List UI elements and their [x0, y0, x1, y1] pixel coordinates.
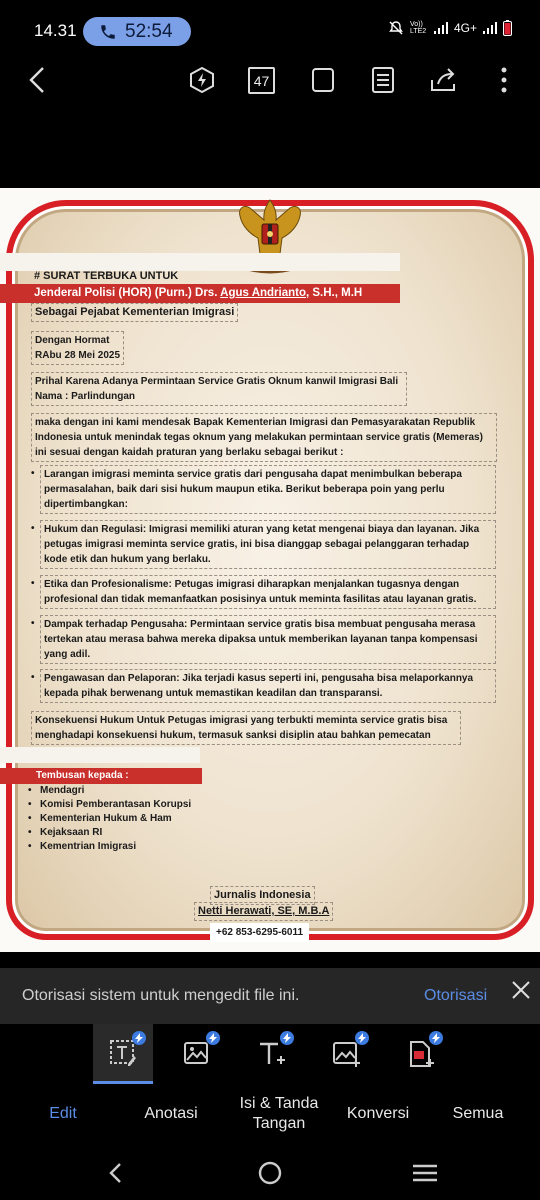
premium-badge: [280, 1031, 294, 1045]
nav-home-button[interactable]: [255, 1158, 285, 1188]
recipient-prefix: Jenderal Polisi (HOR) (Purn.) Drs.: [34, 287, 221, 299]
greeting: [31, 331, 124, 365]
edit-text-tool[interactable]: [93, 1024, 153, 1084]
share-button[interactable]: [428, 62, 460, 98]
recipient-line: [34, 286, 362, 301]
chevron-left-icon: [108, 1162, 122, 1184]
phone-icon: [99, 23, 117, 41]
page-count-button[interactable]: 47: [248, 67, 275, 94]
mode-tabs: [0, 1084, 540, 1144]
letter-date: RAbu 28 Mei 2025: [35, 350, 121, 361]
document-page[interactable]: [0, 188, 540, 952]
pdf-page-icon: [405, 1039, 435, 1069]
close-icon[interactable]: [510, 979, 532, 1001]
tab-all[interactable]: Semua: [452, 1105, 504, 1122]
name-line: Nama : Parlindungan: [35, 391, 136, 402]
tab-annotate[interactable]: Anotasi: [144, 1105, 198, 1122]
back-button[interactable]: [22, 62, 52, 98]
point-5: • Pengawasan dan Pelaporan: Jika terjadi kasus seperti ini, pengusaha bisa melaporkannya kepada pihak berwenang untuk memastikan keadilan dan transparansi.: [40, 669, 496, 703]
letter-heading: # SURAT TERBUKA UNTUK: [34, 270, 179, 282]
premium-badge: [429, 1031, 443, 1045]
edit-tools-row: [0, 1024, 540, 1084]
recipient-suffix: , S.H., M.H: [306, 287, 363, 299]
point-1: • Larangan imigrasi meminta service gratis dari pengusaha dapat menimbulkan beberapa permasalahan, baik dari sisi hukum maupun etika. Berikut beberapa poin yang perlu dipertimbangkan:: [40, 465, 496, 514]
cc-list: [40, 784, 191, 854]
signal-icon-2: [483, 22, 497, 34]
signer-org: Jurnalis Indonesia: [210, 886, 315, 905]
point-2: • Hukum dan Regulasi: Imigrasi memiliki aturan yang ketat mengenai biaya dan layanan. Jika petugas imigrasi meminta service gratis, ini bisa dianggap sebagai pelanggaran terhadap kode etik dan hukum yang berlaku.: [40, 520, 496, 569]
more-options-button[interactable]: [492, 62, 516, 98]
add-text-icon: [256, 1039, 286, 1069]
call-timer: 52:54: [125, 20, 173, 42]
tab-fill-sign[interactable]: Isi & Tanda Tangan: [239, 1095, 319, 1132]
nav-back-button[interactable]: [100, 1158, 130, 1188]
image-edit-icon: [182, 1039, 212, 1069]
tab-convert[interactable]: Konversi: [346, 1105, 410, 1122]
add-image-tool[interactable]: [316, 1024, 376, 1084]
point-3: • Etika dan Profesionalisme: Petugas imigrasi diharapkan menjalankan tugasnya dengan profesional dan tidak memanfaatkan posisinya untuk meminta fasilitas atau layanan gratis.: [40, 575, 496, 609]
clock: 14.31: [34, 21, 77, 40]
fullscreen-button[interactable]: [308, 62, 338, 98]
conclusion-paragraph: Konsekuensi Hukum Untuk Petugas imigrasi yang terbukti meminta service gratis bisa menghadapi konsekuensi hukum, termasuk sanksi disiplin atau bahkan pemecatan: [31, 711, 461, 745]
cc-band: [0, 747, 200, 763]
fullscreen-icon: [311, 67, 335, 93]
tab-edit[interactable]: Edit: [49, 1105, 77, 1122]
premium-badge: [355, 1031, 369, 1045]
status-icons: [388, 20, 512, 36]
edit-image-tool[interactable]: [167, 1024, 227, 1084]
hexagon-bolt-icon: [188, 66, 216, 94]
cc-title: Tembusan kepada :: [36, 770, 129, 781]
signer-name: Netti Herawati, SE, M.B.A: [194, 902, 333, 921]
recipient-role: Sebagai Pejabat Kementerian Imigrasi: [31, 303, 238, 322]
ongoing-call-chip[interactable]: [83, 17, 191, 46]
share-icon: [429, 66, 459, 94]
signer-phone: +62 853-6295-6011: [210, 923, 309, 942]
battery-icon: [503, 20, 512, 36]
viewer-toolbar: [0, 62, 540, 100]
volte-label: Vo)) LTE2: [409, 21, 427, 35]
menu-lines-icon: [412, 1163, 438, 1183]
home-circle-icon: [258, 1161, 282, 1185]
authorization-banner: [0, 968, 540, 1024]
nav-recents-button[interactable]: [410, 1158, 440, 1188]
banner-message: Otorisasi sistem untuk mengedit file ini.: [22, 987, 300, 1004]
network-type: 4G+: [453, 21, 477, 35]
point-4: • Dampak terhadap Pengusaha: Permintaan service gratis bisa membuat pengusaha merasa tertekan atau merasa bahwa mereka dipaksa untuk memberikan layanan tanpa kompensasi yang adil.: [40, 615, 496, 664]
mute-bell-icon: [388, 20, 404, 36]
add-image-icon: [331, 1039, 361, 1069]
ai-tools-button[interactable]: [186, 62, 218, 98]
add-text-tool[interactable]: [241, 1024, 301, 1084]
document-icon: [371, 66, 395, 94]
status-bar: [0, 0, 540, 62]
cc-item: • Kementrian Imigrasi: [40, 840, 191, 854]
chevron-left-icon: [29, 66, 45, 94]
authorize-button[interactable]: Otorisasi: [424, 987, 488, 1004]
cc-item: • Komisi Pemberantasan Korupsi: [40, 798, 191, 812]
premium-badge: [206, 1031, 220, 1045]
recipient-name: Agus Andrianto: [220, 287, 306, 299]
cc-item: • Kejaksaan RI: [40, 826, 191, 840]
more-vertical-icon: [501, 66, 507, 94]
subject-block: [31, 372, 407, 406]
subject: Prihal Karena Adanya Permintaan Service Gratis Oknum kanwil Imigrasi Bali: [35, 376, 399, 387]
system-nav-bar: [0, 1144, 540, 1200]
intro-paragraph: maka dengan ini kami mendesak Bapak Kementerian Imigrasi dan Pemasyarakatan Republik Indonesia untuk menindak tegas oknum yang melakukan permintaan service gratis (Memeras) ini sesuai dengan kaidah praturan yang berlaku sebagai berikut :: [31, 413, 497, 462]
cc-item: • Mendagri: [40, 784, 191, 798]
cc-item: • Kementerian Hukum & Ham: [40, 812, 191, 826]
reading-mode-button[interactable]: [368, 62, 398, 98]
signal-icon: [434, 22, 448, 34]
premium-badge: [132, 1031, 146, 1045]
pdf-page-tool[interactable]: [390, 1024, 450, 1084]
greeting-text: Dengan Hormat: [35, 335, 110, 346]
